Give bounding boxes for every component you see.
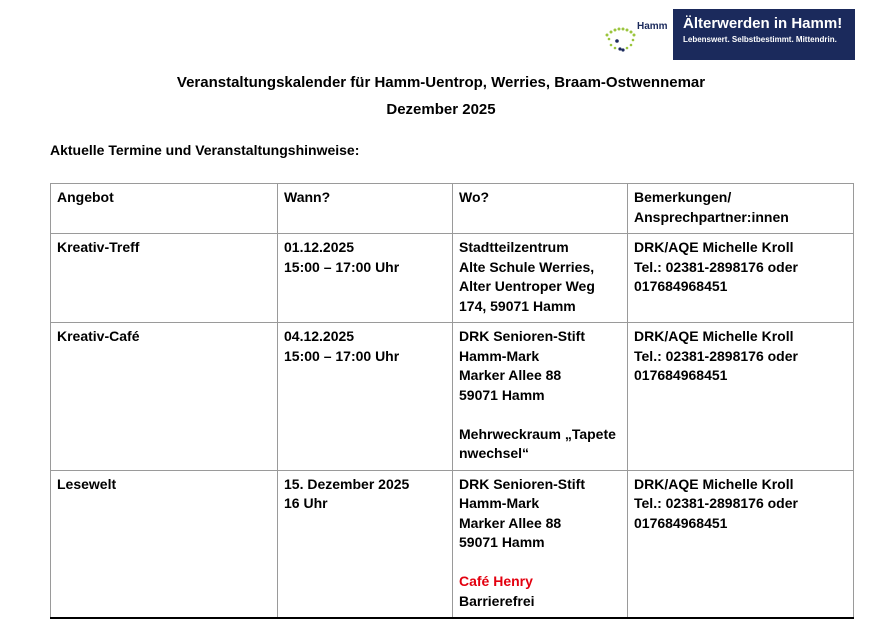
contact-mobile: 017684968451 <box>634 514 728 531</box>
header-wann: Wann? <box>278 184 453 234</box>
room-line: Mehrweckraum „Tapete <box>459 425 616 442</box>
room-line: nwechsel“ <box>459 445 530 461</box>
logo-city-label: Hamm <box>637 21 668 32</box>
location-line: Stadtteilzentrum <box>459 239 569 255</box>
header-bemerkungen-line2: Ansprechpartner:innen <box>634 208 789 225</box>
table-row <box>51 323 854 471</box>
logo <box>603 9 855 60</box>
location-line: Hamm-Mark <box>459 347 540 364</box>
header-bemerkungen <box>628 184 854 234</box>
table-row <box>51 234 854 323</box>
header-bemerkungen-line1: Bemerkungen/ <box>634 189 732 205</box>
contact-mobile: 017684968451 <box>634 367 728 383</box>
cell-kontakt <box>628 323 854 471</box>
location-line: DRK Senioren-Stift <box>459 328 585 344</box>
contact-mobile: 017684968451 <box>634 278 728 294</box>
cell-angebot: Kreativ-Café <box>51 323 278 471</box>
header-wo: Wo? <box>453 184 628 234</box>
header-angebot: Angebot <box>51 184 278 234</box>
location-line: Hamm-Mark <box>459 495 540 511</box>
contact-phone: Tel.: 02381-2898176 oder <box>634 258 798 275</box>
cell-kontakt <box>628 234 854 323</box>
cell-angebot: Kreativ-Treff <box>51 234 278 323</box>
accessibility-note: Barrierefrei <box>459 592 535 609</box>
cell-wo <box>453 323 628 471</box>
venue-highlight: Café Henry <box>459 573 533 589</box>
location-line: Alte Schule Werries, <box>459 258 595 275</box>
cell-wann <box>278 234 453 323</box>
table-row <box>51 470 854 618</box>
page-title-month: Dezember 2025 <box>386 101 496 118</box>
spacer <box>459 405 621 425</box>
cell-wann <box>278 470 453 618</box>
time-text: 16 Uhr <box>284 495 328 511</box>
events-table <box>50 183 854 619</box>
location-line: Alter Uentroper Weg <box>459 278 595 294</box>
table-header-row <box>51 184 854 234</box>
cell-kontakt <box>628 470 854 618</box>
location-line: 174, 59071 Hamm <box>459 297 576 314</box>
contact-name: DRK/AQE Michelle Kroll <box>634 475 794 492</box>
location-line: Marker Allee 88 <box>459 367 562 383</box>
logo-dots-icon <box>603 21 639 57</box>
date-text: 15. Dezember 2025 <box>284 475 410 492</box>
time-text: 15:00 – 17:00 Uhr <box>284 258 400 275</box>
cell-wann <box>278 323 453 471</box>
spacer <box>459 553 621 573</box>
cell-wo <box>453 234 628 323</box>
section-heading: Aktuelle Termine und Veranstaltungshinweise: <box>50 142 360 158</box>
logo-subtitle: Lebenswert. Selbstbestimmt. Mittendrin. <box>683 35 837 44</box>
logo-banner <box>673 9 855 60</box>
date-text: 04.12.2025 <box>284 328 355 344</box>
cell-angebot: Lesewelt <box>51 470 278 618</box>
page-title: Veranstaltungskalender für Hamm-Uentrop, Werries, Braam-Ostwennemar <box>176 74 706 91</box>
date-text: 01.12.2025 <box>284 239 355 255</box>
contact-name: DRK/AQE Michelle Kroll <box>634 239 794 255</box>
contact-phone: Tel.: 02381-2898176 oder <box>634 347 798 364</box>
location-line: 59071 Hamm <box>459 386 545 403</box>
cell-wo <box>453 470 628 618</box>
contact-name: DRK/AQE Michelle Kroll <box>634 328 794 344</box>
location-line: 59071 Hamm <box>459 534 545 550</box>
location-line: DRK Senioren-Stift <box>459 475 585 492</box>
contact-phone: Tel.: 02381-2898176 oder <box>634 495 798 511</box>
time-text: 15:00 – 17:00 Uhr <box>284 347 400 364</box>
location-line: Marker Allee 88 <box>459 514 562 531</box>
logo-title: Älterwerden in Hamm! <box>683 15 843 32</box>
